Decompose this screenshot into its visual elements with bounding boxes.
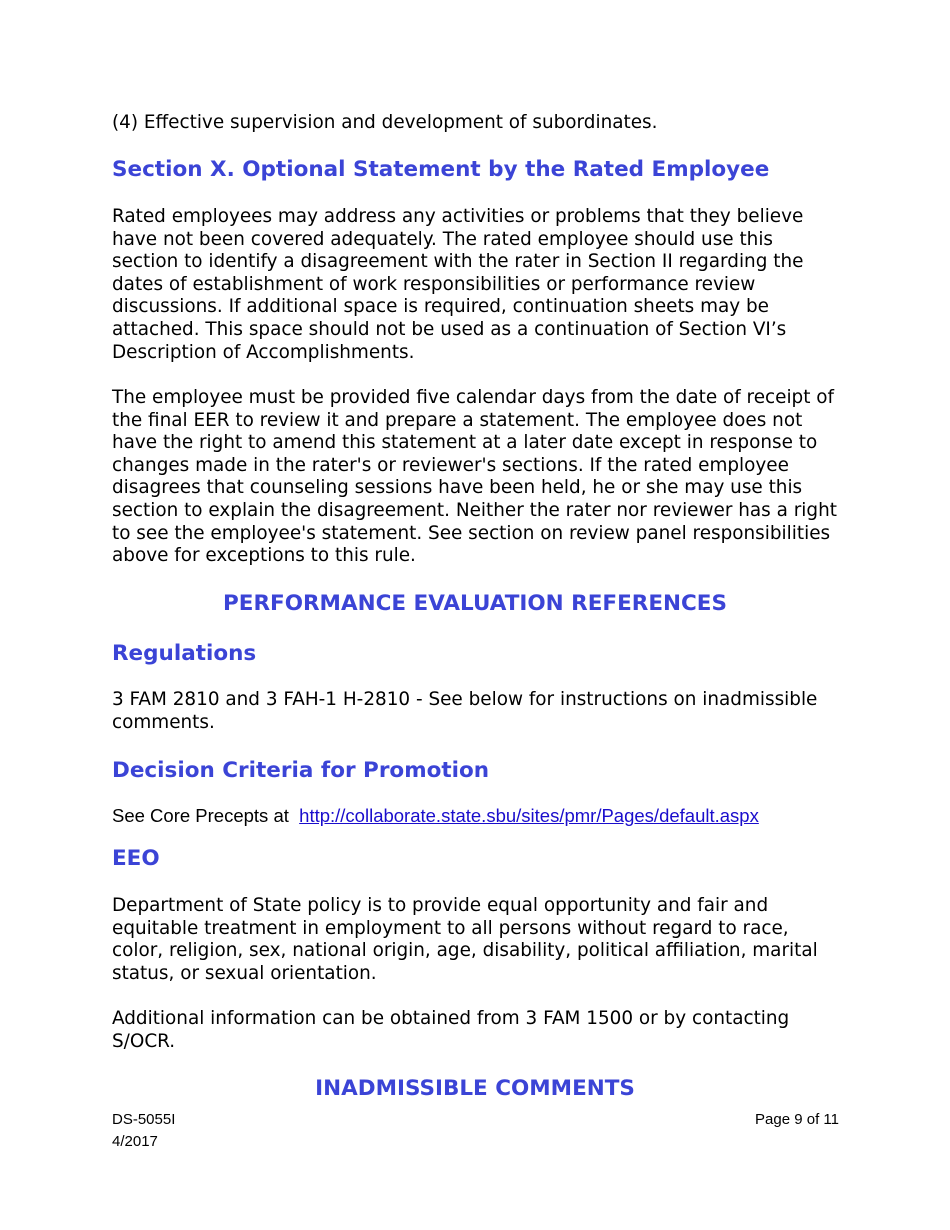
section-x-heading: Section X. Optional Statement by the Rated Employee xyxy=(112,157,770,182)
eeo-paragraph-2: Additional information can be obtained from 3 FAM 1500 or by contacting S/OCR. xyxy=(112,1008,790,1052)
regulations-heading: Regulations xyxy=(112,641,257,666)
item-4-text: (4) Effective supervision and development of subordinates. xyxy=(112,112,658,133)
footer-form-number: DS-5055I xyxy=(112,1111,176,1128)
section-x-paragraph-1: Rated employees may address any activities or problems that they believe have not been covered adequately. The rated employee should use this section to identify a disagreement with the rater in Section II regarding the dates of establishment of work responsibilities or performance review discussions. If additional space is required, continuation sheets may be attached. This space should not be used as a continuation of Section VI’s Description of Accomplishments. xyxy=(112,206,804,363)
core-precepts-line xyxy=(112,805,872,827)
references-title: PERFORMANCE EVALUATION REFERENCES xyxy=(223,591,727,616)
core-precepts-prefix: See Core Precepts at xyxy=(112,805,289,826)
core-precepts-link[interactable]: http://collaborate.state.sbu/sites/pmr/Pages/default.aspx xyxy=(299,805,759,826)
decision-criteria-heading: Decision Criteria for Promotion xyxy=(112,758,490,783)
section-x-paragraph-2: The employee must be provided five calendar days from the date of receipt of the final EER to review it and prepare a statement. The employee does not have the right to amend this statement at a later date except in response to changes made in the rater's or reviewer's sections. If the rated employee disagrees that counseling sessions have been held, he or she may use this section to explain the disagreement. Neither the rater nor reviewer has a right to see the employee's statement. See section on review panel responsibilities above for exceptions to this rule. xyxy=(112,387,837,567)
footer-date: 4/2017 xyxy=(112,1133,158,1150)
inadmissible-comments-title: INADMISSIBLE COMMENTS xyxy=(315,1076,635,1101)
eeo-heading: EEO xyxy=(112,846,160,871)
footer-page-number: Page 9 of 11 xyxy=(755,1111,839,1128)
regulations-text: 3 FAM 2810 and 3 FAH-1 H-2810 - See below for instructions on inadmissible comments. xyxy=(112,689,818,733)
eeo-paragraph-1: Department of State policy is to provide equal opportunity and fair and equitable treatment in employment to all persons without regard to race, color, religion, sex, national origin, age, disability, political affiliation, marital status, or sexual orientation. xyxy=(112,895,818,984)
